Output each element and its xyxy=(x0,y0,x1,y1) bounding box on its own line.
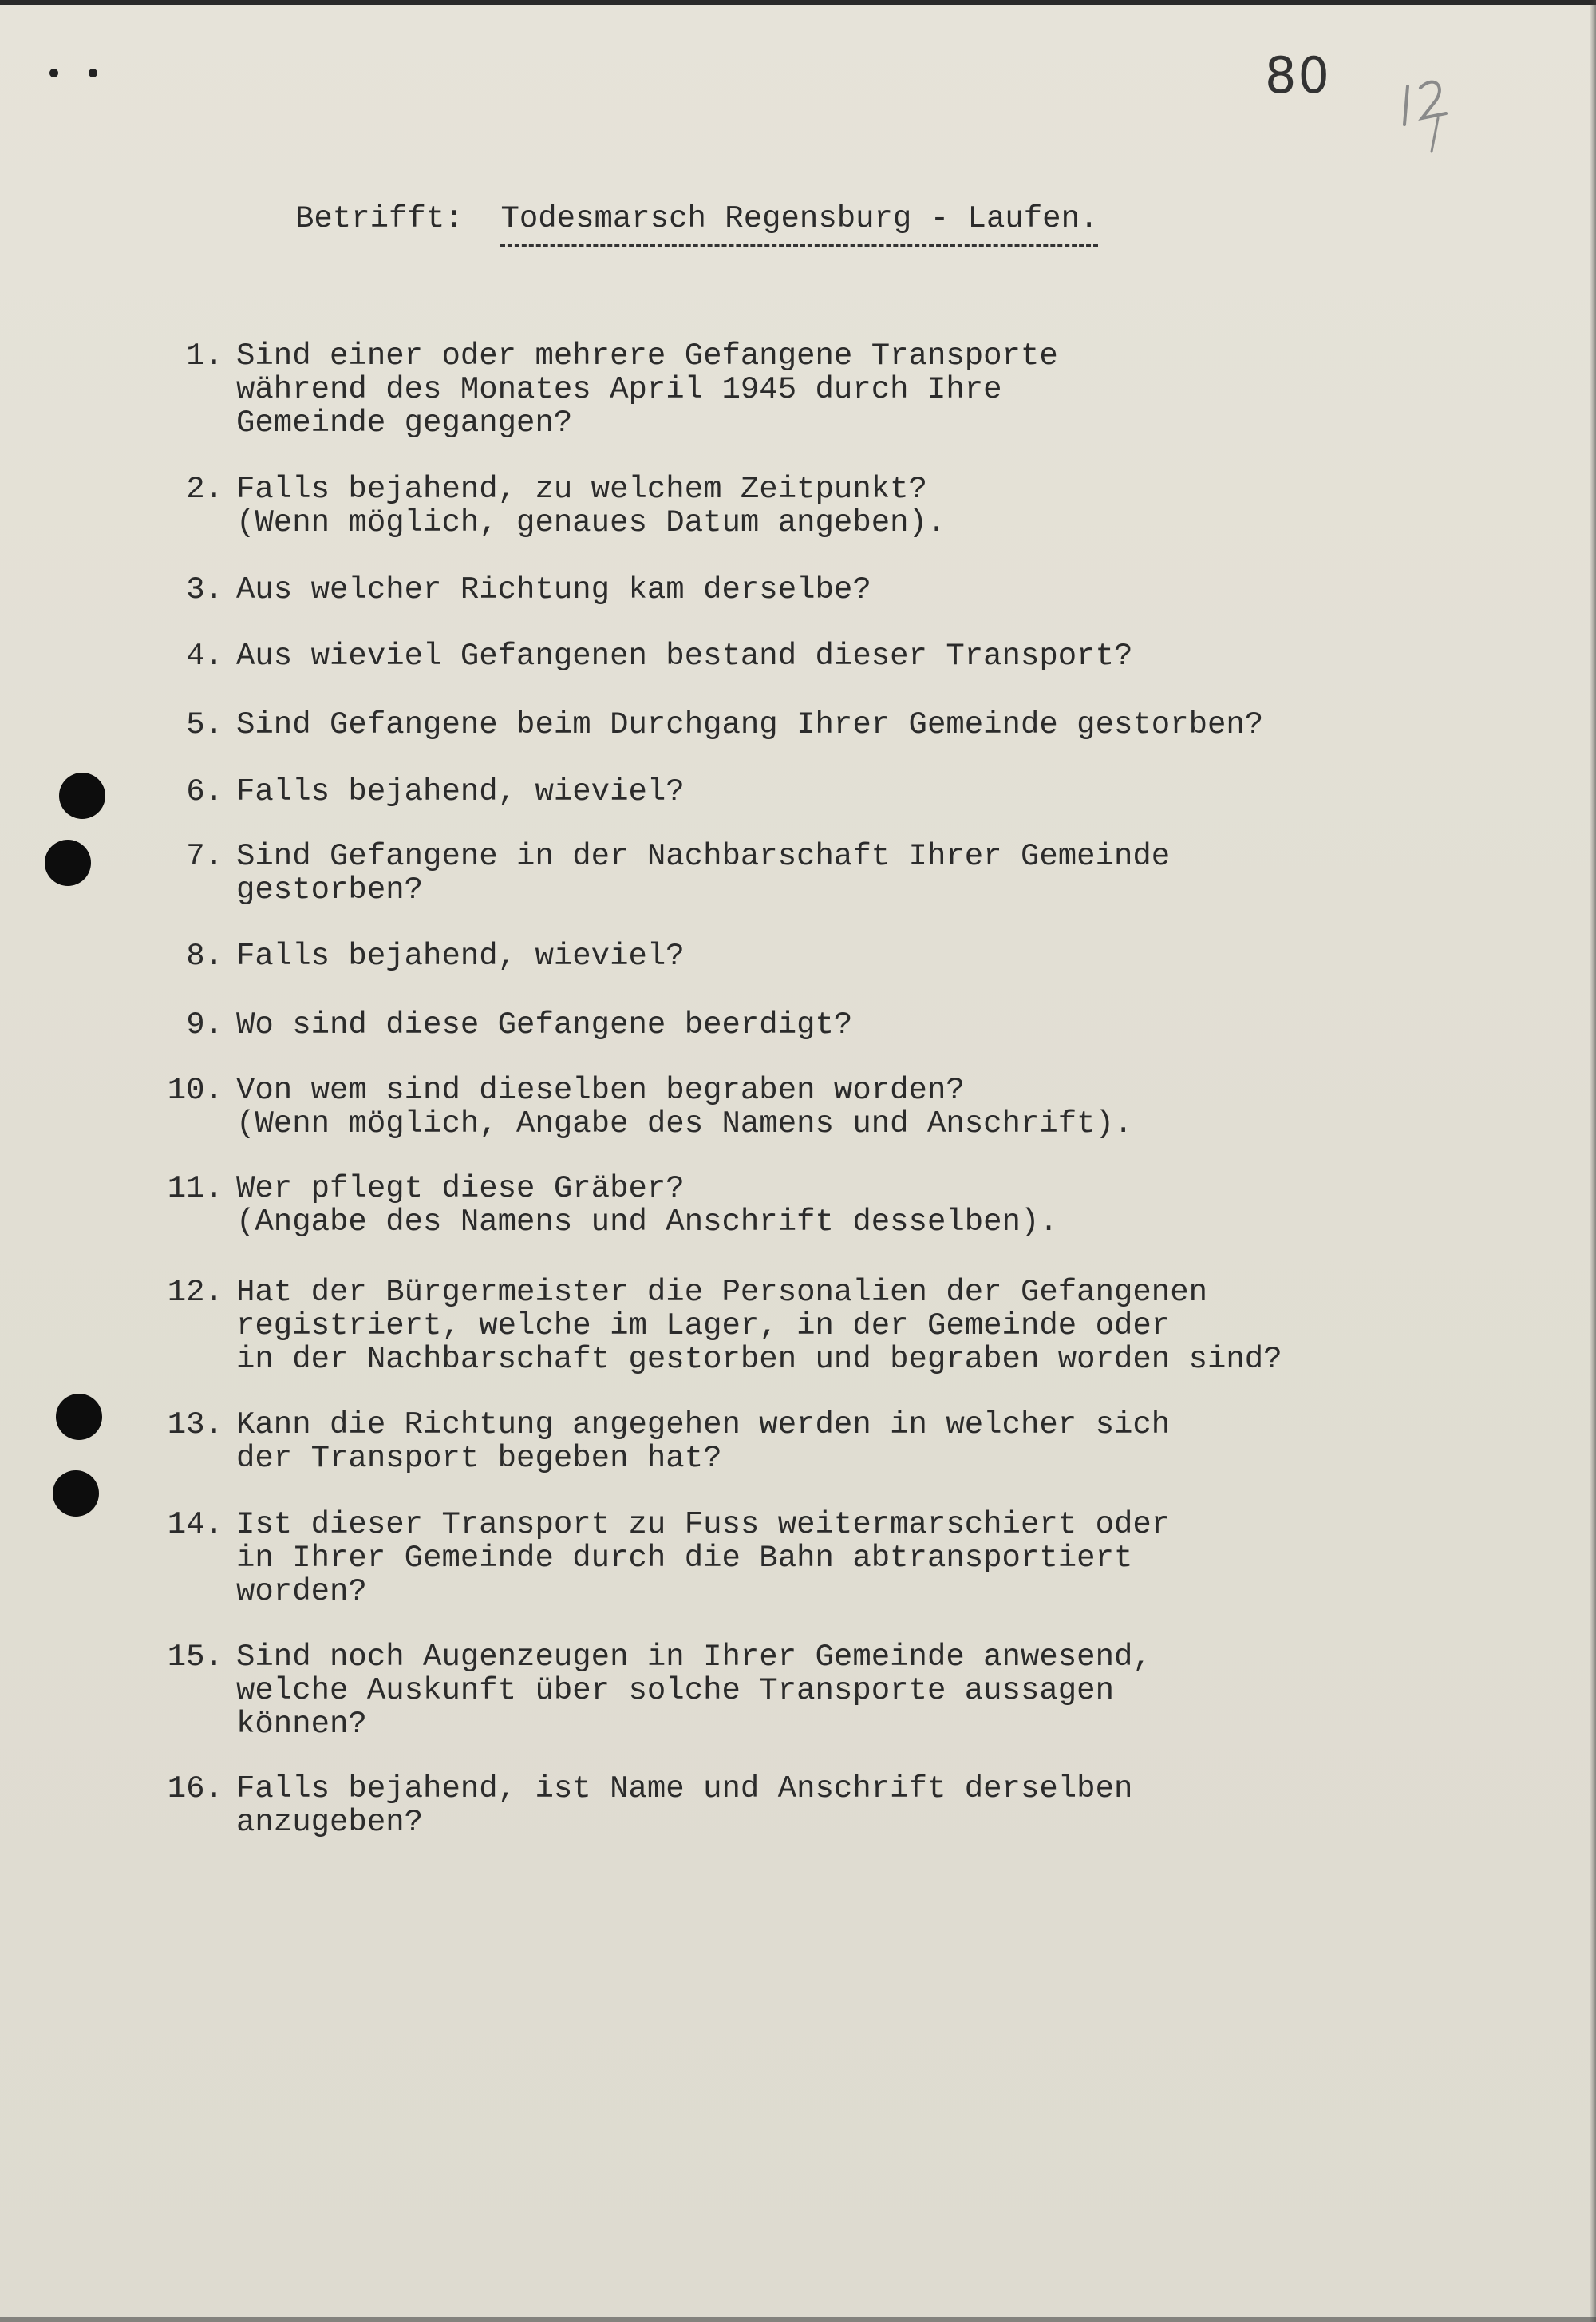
question-number: 6. xyxy=(186,774,223,809)
question-number: 2. xyxy=(186,472,223,507)
staple-dots xyxy=(49,67,128,81)
page-right-edge xyxy=(1590,0,1596,2322)
question-number: 8. xyxy=(186,939,223,974)
question-text: Falls bejahend, zu welchem Zeitpunkt? (Wenn möglich, genaues Datum angeben). xyxy=(236,472,946,540)
question-text: Wo sind diese Gefangene beerdigt? xyxy=(236,1007,853,1042)
question-text: Aus welcher Richtung kam derselbe? xyxy=(236,572,871,607)
question-number: 10. xyxy=(167,1073,223,1108)
question-text: Sind einer oder mehrere Gefangene Transporte während des Monates April 1945 durch Ihre Gemeinde gegangen? xyxy=(236,338,1058,441)
question-number: 16. xyxy=(167,1771,223,1806)
question-number: 15. xyxy=(167,1640,223,1675)
question-text: Wer pflegt diese Gräber? (Angabe des Namens und Anschrift desselben). xyxy=(236,1171,1058,1240)
question-text: Falls bejahend, wieviel? xyxy=(236,774,685,809)
question-number: 13. xyxy=(167,1407,223,1442)
question-number: 4. xyxy=(186,639,223,674)
punch-hole xyxy=(53,1470,99,1517)
question-text: Hat der Bürgermeister die Personalien der Gefangenen registriert, welche im Lager, in der Gemeinde oder in der Nachbarschaft gestorben und begraben worden sind? xyxy=(236,1275,1282,1377)
punch-hole xyxy=(56,1394,102,1440)
punch-hole xyxy=(45,840,91,886)
question-number: 9. xyxy=(186,1007,223,1042)
question-number: 1. xyxy=(186,338,223,374)
dot-mark xyxy=(89,69,97,77)
question-text: Sind Gefangene beim Durchgang Ihrer Gemeinde gestorben? xyxy=(236,707,1264,742)
question-text: Von wem sind dieselben begraben worden? (Wenn möglich, Angabe des Namens und Anschrift). xyxy=(236,1073,1133,1141)
question-text: Ist dieser Transport zu Fuss weitermarschiert oder in Ihrer Gemeinde durch die Bahn abtransportiert worden? xyxy=(236,1507,1171,1609)
pencil-annotation xyxy=(1396,69,1460,156)
page-number: 80 xyxy=(1265,46,1331,105)
question-number: 11. xyxy=(167,1171,223,1206)
question-text: Kann die Richtung angegehen werden in welcher sich der Transport begeben hat? xyxy=(236,1407,1171,1476)
punch-hole xyxy=(59,773,105,819)
question-text: Aus wieviel Gefangenen bestand dieser Transport? xyxy=(236,639,1133,674)
question-number: 3. xyxy=(186,572,223,607)
subject-title: Todesmarsch Regensburg - Laufen. xyxy=(500,201,1098,247)
question-text: Sind noch Augenzeugen in Ihrer Gemeinde anwesend, welche Auskunft über solche Transporte aussagen können? xyxy=(236,1640,1152,1742)
question-number: 7. xyxy=(186,839,223,874)
question-number: 5. xyxy=(186,707,223,742)
subject-line xyxy=(295,201,1098,247)
question-number: 12. xyxy=(167,1275,223,1310)
question-text: Falls bejahend, wieviel? xyxy=(236,939,685,974)
question-number: 14. xyxy=(167,1507,223,1542)
page-bottom-edge xyxy=(0,2317,1596,2322)
dot-mark xyxy=(49,69,58,77)
subject-label: Betrifft: xyxy=(295,201,464,236)
question-text: Falls bejahend, ist Name und Anschrift derselben anzugeben? xyxy=(236,1771,1133,1840)
question-text: Sind Gefangene in der Nachbarschaft Ihrer Gemeinde gestorben? xyxy=(236,839,1171,908)
page-top-edge xyxy=(0,0,1596,5)
